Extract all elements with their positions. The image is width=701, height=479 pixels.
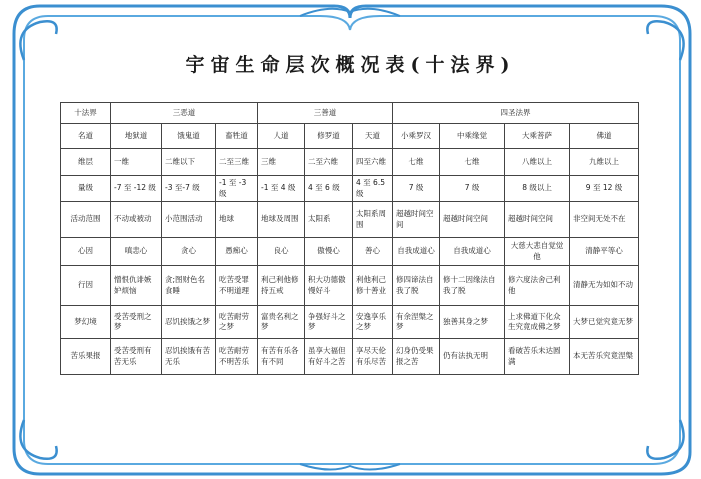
page-title: 宇宙生命层次概况表(十法界) (185, 54, 516, 76)
table-cell: 4 至 6 级 (305, 176, 353, 202)
table-cell: 傲慢心 (305, 238, 353, 266)
table-cell: 地球 (216, 202, 258, 238)
table-cell: 天道 (353, 124, 393, 149)
table-cell: 利己利他修持五戒 (258, 266, 305, 306)
table-cell: 三维 (258, 149, 305, 176)
corner-header: 十法界 (61, 103, 111, 124)
table-row (61, 176, 639, 202)
table-cell: -1 至 4 级 (258, 176, 305, 202)
table-row (61, 124, 639, 149)
table-row (61, 238, 639, 266)
table-cell: 8 级以上 (505, 176, 570, 202)
table-cell: 7 级 (393, 176, 440, 202)
table-cell: 愚痴心 (216, 238, 258, 266)
table-row (61, 202, 639, 238)
row-label: 心因 (61, 238, 111, 266)
table-cell: 独善其身之梦 (440, 306, 505, 339)
table-cell: 九维以上 (570, 149, 639, 176)
row-label: 行因 (61, 266, 111, 306)
table-cell: 地狱道 (111, 124, 162, 149)
table-cell: 仍有法执无明 (440, 339, 505, 375)
table-cell: 7 级 (440, 176, 505, 202)
table-cell: 大乘菩萨 (505, 124, 570, 149)
table-cell: 大慈大悲自觉觉他 (505, 238, 570, 266)
table-row (61, 339, 639, 375)
table-cell: 超越时间空间 (393, 202, 440, 238)
table-cell: -7 至 -12 级 (111, 176, 162, 202)
table-cell: 看破苦乐未达圆满 (505, 339, 570, 375)
table-cell: 人道 (258, 124, 305, 149)
table-cell: 修罗道 (305, 124, 353, 149)
group-header-holy: 四圣法界 (393, 103, 639, 124)
table-header-row (61, 103, 639, 124)
table-cell: 自我成道心 (393, 238, 440, 266)
table-cell: 虽享大福但有好斗之苦 (305, 339, 353, 375)
table-row (61, 306, 639, 339)
table-cell: 吃苦耐劳不明苦乐 (216, 339, 258, 375)
table-row (61, 149, 639, 176)
table-cell: 忍饥挨饿之梦 (162, 306, 216, 339)
table-cell: 贪心 (162, 238, 216, 266)
row-label: 名道 (61, 124, 111, 149)
table-cell: 七维 (393, 149, 440, 176)
table-cell: 中乘缘觉 (440, 124, 505, 149)
row-label: 活动范围 (61, 202, 111, 238)
table-cell: 修十二因缘法自我了脱 (440, 266, 505, 306)
table-cell: 大梦已觉究竟无梦 (570, 306, 639, 339)
table-cell: 吃苦受罪不明道理 (216, 266, 258, 306)
table-cell: 清静无为如如不动 (570, 266, 639, 306)
table-cell: 小乘罗汉 (393, 124, 440, 149)
table-cell: 有苦有乐各有不同 (258, 339, 305, 375)
table-cell: 非空间无处不在 (570, 202, 639, 238)
table-cell: 清静平等心 (570, 238, 639, 266)
table-cell: -3 至-7 级 (162, 176, 216, 202)
table-cell: 修四谛法自我了脱 (393, 266, 440, 306)
table-cell: 受苦受刑有苦无乐 (111, 339, 162, 375)
row-label: 维层 (61, 149, 111, 176)
table-cell: 八维以上 (505, 149, 570, 176)
table-cell: 4 至 6.5 级 (353, 176, 393, 202)
table-cell: 佛道 (570, 124, 639, 149)
table-cell: 幻身仍受果报之苦 (393, 339, 440, 375)
table-cell: 本无苦乐究竟涅槃 (570, 339, 639, 375)
table-cell: 善心 (353, 238, 393, 266)
table-cell: 超越时间空间 (505, 202, 570, 238)
table-cell: 畜牲道 (216, 124, 258, 149)
table-cell: 地球及周围 (258, 202, 305, 238)
table-cell: 二维以下 (162, 149, 216, 176)
table-row (61, 266, 639, 306)
table-cell: 吃苦耐劳之梦 (216, 306, 258, 339)
table-cell: 争强好斗之梦 (305, 306, 353, 339)
table-cell: 9 至 12 级 (570, 176, 639, 202)
ten-realms-table (60, 102, 639, 375)
group-header-good: 三善道 (258, 103, 393, 124)
table-cell: 忍饥挨饿有苦无乐 (162, 339, 216, 375)
row-label: 量级 (61, 176, 111, 202)
table-cell: 修六度法舍己利他 (505, 266, 570, 306)
table-cell: 安逸享乐之梦 (353, 306, 393, 339)
table-cell: 有余涅槃之梦 (393, 306, 440, 339)
table-cell: 太阳系 (305, 202, 353, 238)
table-cell: 一维 (111, 149, 162, 176)
table-cell: 不动或被动 (111, 202, 162, 238)
table-cell: -1 至 -3 级 (216, 176, 258, 202)
table-cell: 积大功德傲慢好斗 (305, 266, 353, 306)
table-cell: 二至六维 (305, 149, 353, 176)
table-cell: 二至三维 (216, 149, 258, 176)
table-cell: 上求佛道下化众生究竟成佛之梦 (505, 306, 570, 339)
table-cell: 良心 (258, 238, 305, 266)
table-cell: 受苦受刑之梦 (111, 306, 162, 339)
table-cell: 四至六维 (353, 149, 393, 176)
table-cell: 享尽天伦有乐尽苦 (353, 339, 393, 375)
row-label: 苦乐果报 (61, 339, 111, 375)
table-cell: 饿鬼道 (162, 124, 216, 149)
table-cell: 贪;图财色名食睡 (162, 266, 216, 306)
group-header-evil: 三恶道 (111, 103, 258, 124)
table-cell: 超越时间空间 (440, 202, 505, 238)
table-cell: 自我成道心 (440, 238, 505, 266)
table-cell: 小范围活动 (162, 202, 216, 238)
table-cell: 憎恨仇诽嫉妒烦恼 (111, 266, 162, 306)
table-cell: 七维 (440, 149, 505, 176)
table-cell: 嗔恚心 (111, 238, 162, 266)
row-label: 梦幻境 (61, 306, 111, 339)
table-cell: 太阳系周围 (353, 202, 393, 238)
table-cell: 富贵名利之梦 (258, 306, 305, 339)
table-cell: 利他利己修十善业 (353, 266, 393, 306)
